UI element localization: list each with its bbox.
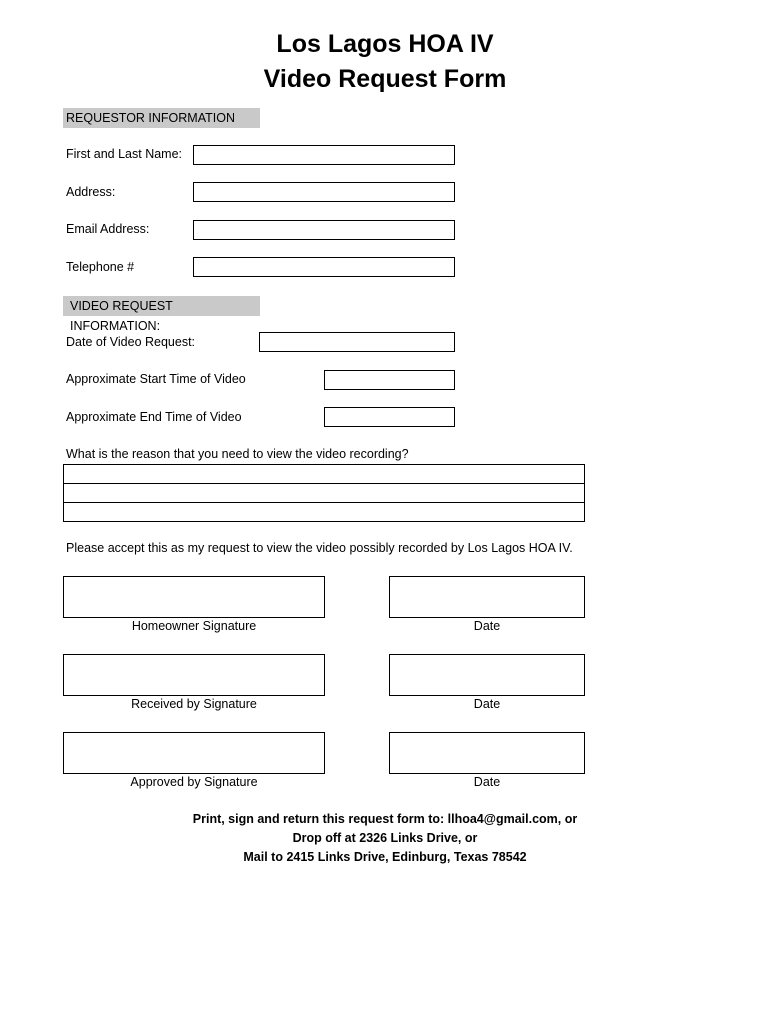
- video-section-header: VIDEO REQUEST INFORMATION:: [63, 296, 260, 316]
- phone-field[interactable]: [193, 257, 455, 277]
- start-time-field[interactable]: [324, 370, 455, 390]
- phone-label: Telephone #: [66, 260, 135, 274]
- received-signature-label: Received by Signature: [131, 697, 257, 711]
- homeowner-date-label: Date: [473, 619, 501, 633]
- name-field[interactable]: [193, 145, 455, 165]
- reason-table: [63, 464, 585, 522]
- end-time-field[interactable]: [324, 407, 455, 427]
- footer-line-2: Drop off at 2326 Links Drive, or: [292, 831, 478, 845]
- acceptance-statement: Please accept this as my request to view the video possibly recorded by Los Lagos HOA IV.: [66, 541, 573, 555]
- received-signature-box[interactable]: [63, 654, 325, 696]
- homeowner-signature-box[interactable]: [63, 576, 325, 618]
- reason-row-1[interactable]: [64, 465, 584, 484]
- reason-question: What is the reason that you need to view the video recording?: [66, 447, 409, 461]
- date-of-request-field[interactable]: [259, 332, 455, 352]
- reason-row-3[interactable]: [64, 503, 584, 521]
- approved-signature-box[interactable]: [63, 732, 325, 774]
- requestor-section-header: REQUESTOR INFORMATION: [63, 108, 260, 128]
- approved-date-box[interactable]: [389, 732, 585, 774]
- received-date-box[interactable]: [389, 654, 585, 696]
- date-of-request-label: Date of Video Request:: [66, 335, 196, 349]
- homeowner-date-box[interactable]: [389, 576, 585, 618]
- address-label: Address:: [66, 185, 116, 199]
- form-title-line-2: Video Request Form: [263, 65, 507, 93]
- reason-row-2[interactable]: [64, 484, 584, 503]
- start-time-label: Approximate Start Time of Video: [66, 372, 246, 386]
- approved-signature-label: Approved by Signature: [130, 775, 258, 789]
- homeowner-signature-label: Homeowner Signature: [131, 619, 257, 633]
- approved-date-label: Date: [473, 775, 501, 789]
- received-date-label: Date: [473, 697, 501, 711]
- end-time-label: Approximate End Time of Video: [66, 410, 242, 424]
- email-field[interactable]: [193, 220, 455, 240]
- name-label: First and Last Name:: [66, 147, 183, 161]
- footer-line-1: Print, sign and return this request form to: llhoa4@gmail.com, or: [192, 812, 578, 826]
- email-label: Email Address:: [66, 222, 150, 236]
- form-title-line-1: Los Lagos HOA IV: [276, 30, 494, 58]
- footer-line-3: Mail to 2415 Links Drive, Edinburg, Texas 78542: [243, 850, 527, 864]
- address-field[interactable]: [193, 182, 455, 202]
